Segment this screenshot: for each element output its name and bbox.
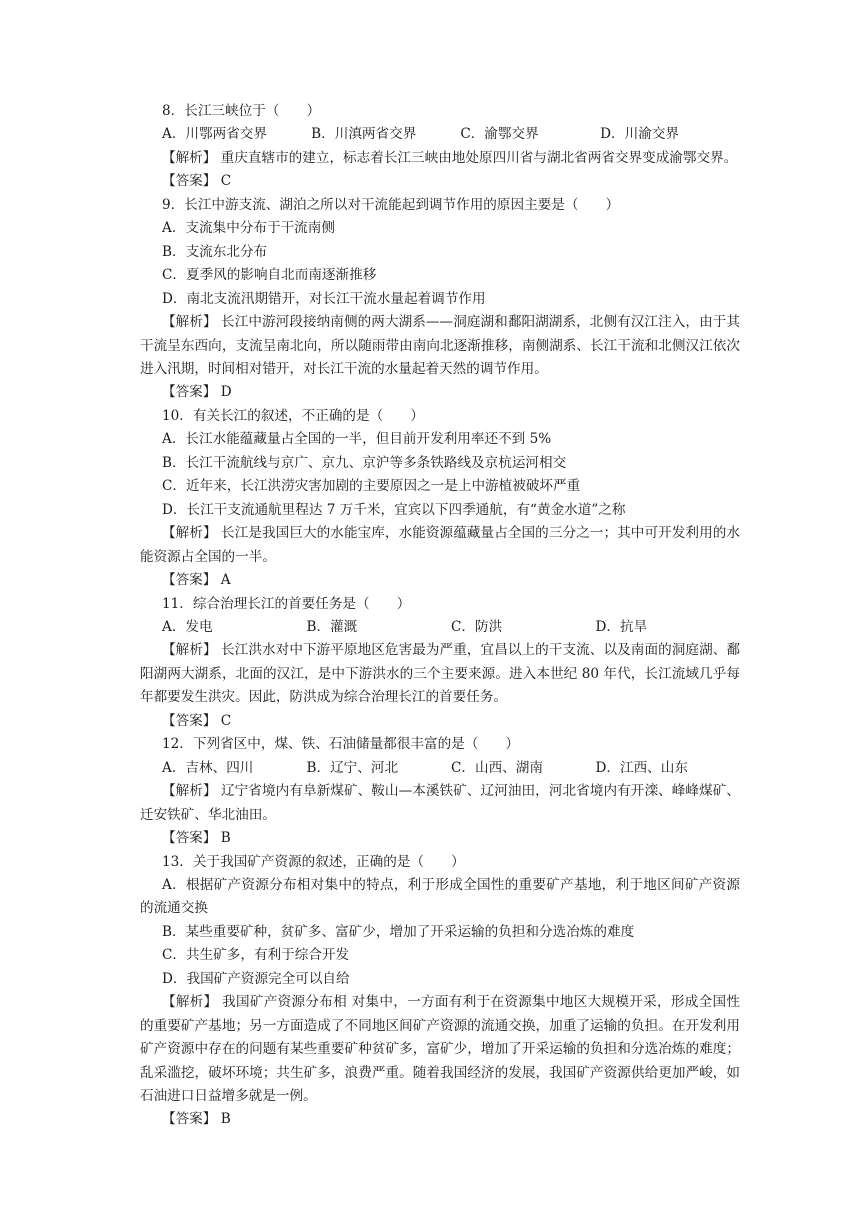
question-8-options [140,123,740,146]
option-c: C．渝鄂交界 [460,126,539,143]
option-c: C．夏季风的影响自北而南逐渐推移 [162,267,377,284]
option-d: D．南北支流汛期错开，对长江干流水量起着调节作用 [162,290,486,307]
question-13-stem: 13．关于我国矿产资源的叙述，正确的是（ ） [162,853,465,870]
question-12-answer: 【答案】 B [162,830,231,847]
question-10-analysis: 【解析】 长江是我国巨大的水能宝库，水能资源蕴藏量占全国的三分之一；其中可开发利用的水能资源占全国的一半。 [140,525,740,565]
question-8-answer: 【答案】 C [162,173,232,190]
option-d: D．川渝交界 [600,126,680,143]
option-c: C．共生矿多，有利于综合开发 [162,947,350,964]
option-d: D．我国矿产资源完全可以自给 [162,970,350,987]
question-11-options [140,616,740,639]
option-a: A．吉林、四川 [162,759,254,776]
question-8-stem: 8．长江三峡位于（ ） [162,103,321,119]
question-8-analysis: 【解析】 重庆直辖市的建立，标志着长江三峡由地处原四川省与湖北省两省交界变成渝鄂交界。 [162,149,738,166]
option-a: A．发电 [162,618,213,635]
question-10-answer: 【答案】 A [162,572,231,589]
option-b: B．长江干流航线与京广、京九、京沪等多条铁路线及京杭运河相交 [162,454,567,471]
question-10-stem: 10．有关长江的叙述，不正确的是（ ） [162,407,424,424]
option-b: B．支流东北分布 [162,243,268,260]
option-d: D．长江干支流通航里程达 7 万千米，宜宾以下四季通航，有“黄金水道”之称 [162,501,626,518]
option-d: D．抗旱 [595,618,648,635]
question-11-answer: 【答案】 C [162,712,232,729]
question-13-analysis: 【解析】 我国矿产资源分布相 对集中，一方面有利于在资源集中地区大规模开采，形成全国性的重要矿产基地；另一方面造成了不同地区间矿产资源的流通交换，加重了运输的负担。在开发利用矿产资源中存在的问题有某些重要矿种贫矿多，富矿少，增加了开采运输的负担和分选冶炼的难度；乱采滥挖，破坏环境；共生矿多，浪费严重。随着我国经济的发展，我国矿产资源供给更加严峻，如石油进口日益增多就是一例。 [140,994,740,1105]
option-c: C．防洪 [451,618,503,635]
option-a: A．根据矿产资源分布相对集中的特点，利于形成全国性的重要矿产基地，利于地区间矿产资源的流通交换 [140,876,740,917]
question-13-answer: 【答案】 B [162,1111,231,1128]
question-9-analysis: 【解析】 长江中游河段接纳南侧的两大湖系——洞庭湖和鄱阳湖湖系，北侧有汉江注入，由于其干流呈东西向，支流呈南北向，所以随雨带由南向北逐渐推移，南侧湖系、长江干流和北侧汉江依次进入汛期，时间相对错开，对长江干流的水量起着天然的调节作用。 [140,314,740,377]
question-12-options [140,757,740,780]
option-c: C．近年来，长江洪涝灾害加剧的主要原因之一是上中游植被破坏严重 [162,478,581,495]
option-a: A．长江水能蕴藏量占全国的一半，但目前开发利用率还不到 5% [162,431,552,448]
question-11-analysis: 【解析】 长江洪水对中下游平原地区危害最为严重，宜昌以上的干支流、以及南面的洞庭湖、鄱阳湖两大湖系，北面的汉江，是中下游洪水的三个主要来源。进入本世纪 80 年代，长江流域几乎每年都要发生洪灾。因此，防洪成为综合治理长江的首要任务。 [140,642,740,706]
option-a: A．川鄂两省交界 [162,126,267,143]
option-b: B．灌溉 [306,618,358,635]
option-b: B．某些重要矿种，贫矿多、富矿少，增加了开采运输的负担和分选冶炼的难度 [162,923,635,940]
option-a: A．支流集中分布于干流南侧 [162,220,335,237]
question-9-stem: 9．长江中游支流、湖泊之所以对干流能起到调节作用的原因主要是（ ） [162,196,620,213]
option-b: B．辽宁、河北 [306,759,399,776]
option-d: D．江西、山东 [595,759,688,776]
question-9-answer: 【答案】 D [162,384,232,401]
question-11-stem: 11．综合治理长江的首要任务是（ ） [162,595,411,612]
option-c: C．山西、湖南 [451,759,543,776]
question-12-analysis: 【解析】 辽宁省境内有阜新煤矿、鞍山—本溪铁矿、辽河油田，河北省境内有开滦、峰峰煤矿、迁安铁矿、华北油田。 [140,783,740,823]
document-page [140,100,740,1132]
option-b: B．川滇两省交界 [311,126,417,143]
question-12-stem: 12．下列省区中，煤、铁、石油储量都很丰富的是（ ） [162,736,520,753]
